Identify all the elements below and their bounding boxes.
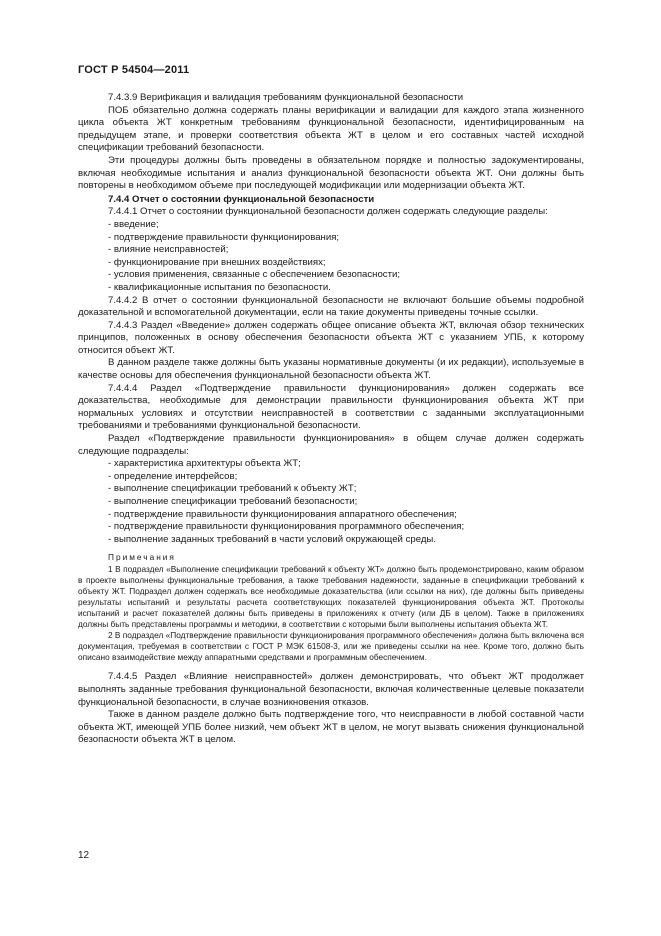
list-item: - выполнение спецификации требований к объекту ЖТ; xyxy=(108,483,584,496)
subsections-list xyxy=(78,458,584,546)
list-item: - подтверждение правильности функционирования программного обеспечения; xyxy=(108,521,584,534)
paragraph: 7.4.4.5 Раздел «Влияние неисправностей» должен демонстрировать, что объект ЖТ продолжает выполнять заданные требования функциональной безопасности, включая количественные целевые показатели функциональной безопасности, в случае возникновения отказов. xyxy=(78,671,584,708)
sections-list xyxy=(78,219,584,295)
list-item: - характеристика архитектуры объекта ЖТ; xyxy=(108,458,584,471)
paragraph: Эти процедуры должны быть проведены в обязательном порядке и полностью задокументированы, включая необходимые испытания и анализ функциональной безопасности объекта ЖТ. Они должны быть повторены в необходимом объеме при последующей модификации или модернизации объекта ЖТ. xyxy=(78,154,584,192)
list-item: - функционирование при внешних воздействиях; xyxy=(108,257,584,270)
list-item: - подтверждение правильности функционирования; xyxy=(108,232,584,245)
list-item: - влияние неисправностей; xyxy=(108,244,584,257)
notes-title: Примечания xyxy=(108,552,176,563)
list-item: - определение интерфейсов; xyxy=(108,471,584,484)
list-item: - квалификационные испытания по безопасности. xyxy=(108,282,584,295)
paragraph: 7.4.4.3 Раздел «Введение» должен содержать общее описание объекта ЖТ, включая обзор технических принципов, положенных в основу обеспечения безопасности объекта ЖТ с указанием УПБ, к которому относится объект ЖТ. xyxy=(78,319,584,356)
paragraph: 7.4.4.4 Раздел «Подтверждение правильности функционирования» должен содержать все доказательства, необходимые для демонстрации правильности функционирования объекта ЖТ при нормальных условиях и отсутствии неисправностей в соответствии с заданными эксплуатационными требованиями и требованиями функциональной безопасности. xyxy=(78,382,584,432)
list-item: - подтверждение правильности функционирования аппаратного обеспечения; xyxy=(108,509,584,522)
list-item: - условия применения, связанные с обеспечением безопасности; xyxy=(108,269,584,282)
list-item: - введение; xyxy=(108,219,584,232)
spacer xyxy=(78,663,584,671)
page-number: 12 xyxy=(78,850,90,861)
paragraph: Также в данном разделе должно быть подтверждение того, что неисправности в любой составной части объекта ЖТ, имеющей УПБ более низкий, чем объект ЖТ в целом, не могут вызвать снижения функциональной безопасности объекта ЖТ в целом. xyxy=(78,709,584,746)
paragraph: Раздел «Подтверждение правильности функционирования» в общем случае должен содержать следующие подразделы: xyxy=(78,433,584,457)
paragraph: ПОБ обязательно должна содержать планы верификации и валидации для каждого этапа жизненного цикла объекта ЖТ конкретным требованиям функциональной безопасности, идентифицированным на предыдущем этапе, и проверки соответствия объекта ЖТ в целом и его составных частей исходной спецификации требований безопасности. xyxy=(78,104,584,154)
list-item: - выполнение заданных требований в части условий окружающей среды. xyxy=(108,534,584,547)
note-1: 1 В подраздел «Выполнение спецификации требований к объекту ЖТ» должно быть продемонстрировано, каким образом в проекте выполнены функциональные требования, а также требования надежности, заданные в спецификации требований к объекту ЖТ. Подраздел должен содержать все необходимые доказательства (или ссылки на них), где должны быть приведены результаты испытаний и результаты расчета соответствующих показателей функционирования объекта ЖТ. Протоколы испытаний и расчет показателей должны быть приведены в приложениях к отчету (или ДБ в целом). Также в приложениях должны быть представлены программы и методики, в соответствии с которыми были выполнены испытания объекта ЖТ. xyxy=(78,564,584,630)
list-item: - выполнение спецификации требований безопасности; xyxy=(108,496,584,509)
note-2: 2 В подраздел «Подтверждение правильности функционирования программного обеспечения» должна быть включена вся документация, требуемая в соответствии с ГОСТ Р МЭК 61508-3, или же приведены ссылки на нее. Кроме того, должно быть описано взаимодействие между аппаратными средствами и программным обеспечением. xyxy=(78,630,584,663)
paragraph: В данном разделе также должны быть указаны нормативные документы (и их редакции), используемые в качестве основы для обеспечения функциональной безопасности объекта ЖТ. xyxy=(78,357,584,382)
section-heading-7-4-4: 7.4.4 Отчет о состоянии функциональной безопасности xyxy=(108,193,375,205)
clause-7-4-3-9-title: 7.4.3.9 Верификация и валидация требованиям функциональной безопасности xyxy=(108,92,464,103)
paragraph: 7.4.4.2 В отчет о состоянии функциональной безопасности не включают большие объемы подробной доказательной и вспомогательной документации, если на такие документы приведены точные ссылки. xyxy=(78,294,584,319)
document-header: ГОСТ Р 54504—2011 xyxy=(78,64,190,76)
page-body xyxy=(78,92,584,747)
paragraph: 7.4.4.1 Отчет о состоянии функциональной безопасности должен содержать следующие разделы: xyxy=(108,206,548,218)
